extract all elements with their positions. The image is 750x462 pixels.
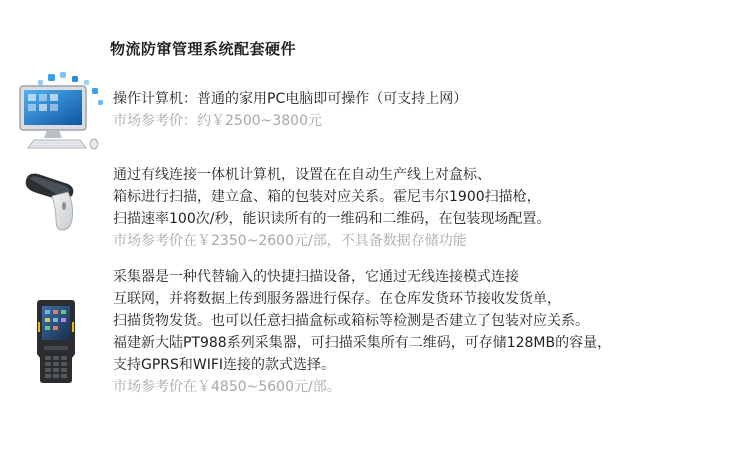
computer-illustration-icon — [14, 72, 106, 152]
item-description-line: 扫描货物发货。也可以任意扫描盒标或箱标等检测是否建立了包装对应关系。 — [113, 313, 589, 329]
price-text: 市场参考价在￥4850~5600元/部。 — [113, 379, 341, 395]
barcode-scanner-icon — [22, 170, 82, 232]
item-description-line: 采集器是一种代替输入的快捷扫描设备，它通过无线连接模式连接 — [113, 269, 519, 285]
item-description-line: 箱标进行扫描，建立盒、箱的包装对应关系。霍尼韦尔1900扫描枪， — [113, 189, 541, 205]
item-description-line: 互联网，并将数据上传到服务器进行保存。在仓库发货环节接收发货单， — [113, 291, 561, 307]
item-description-line: 支持GPRS和WIFI连接的款式选择。 — [113, 357, 336, 373]
item-description-line: 通过有线连接一体机计算机，设置在在自动生产线上对盒标、 — [113, 167, 491, 183]
item-description-line: 扫描速率100次/秒，能识读所有的一维码和二维码，在包装现场配置。 — [113, 211, 551, 227]
item-description-line: 操作计算机：普通的家用PC电脑即可操作（可支持上网） — [113, 91, 468, 107]
price-text: 市场参考价：约￥2500~3800元 — [113, 113, 322, 129]
price-text: 市场参考价在￥2350~2600元/部，不具备数据存储功能 — [113, 233, 467, 249]
page-title: 物流防窜管理系统配套硬件 — [110, 40, 297, 58]
handheld-collector-icon — [36, 298, 76, 384]
item-description-line: 福建新大陆PT988系列采集器，可扫描采集所有二维码，可存储128MB的容量， — [113, 335, 612, 351]
